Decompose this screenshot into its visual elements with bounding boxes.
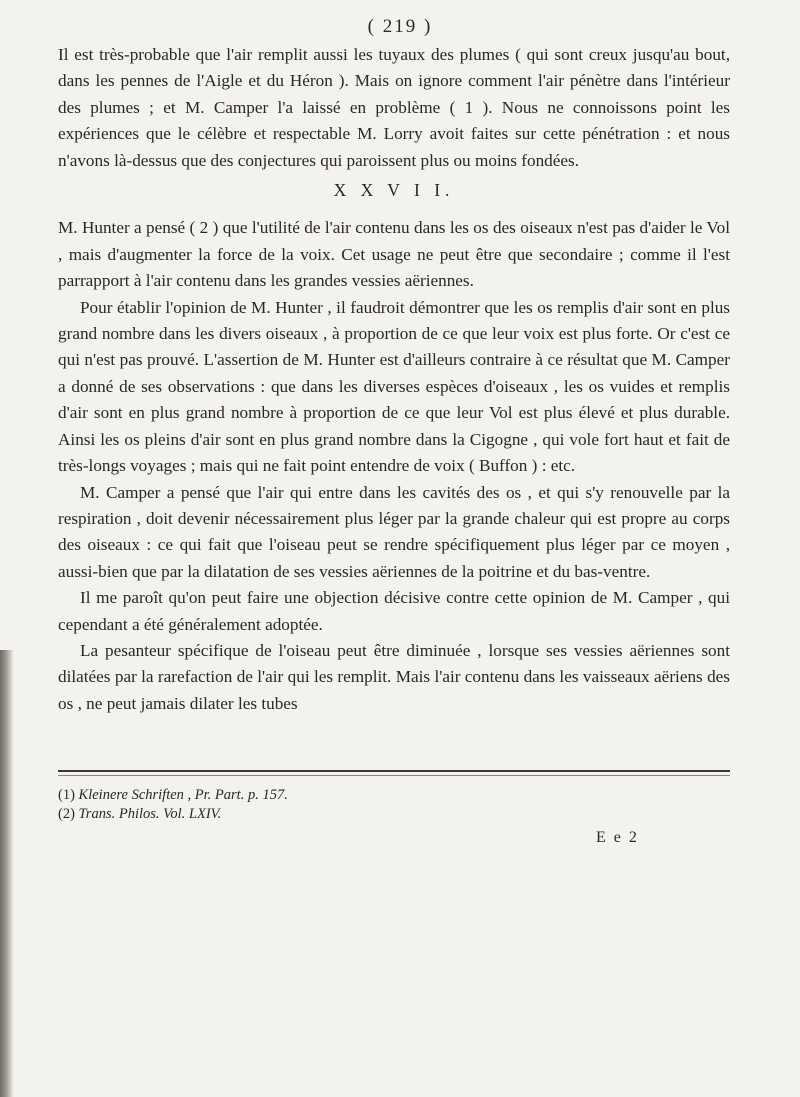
paragraph-2: M. Hunter a pensé ( 2 ) que l'utilité de l'air contenu dans les os des oiseaux n'est pas d'aider le Vol , mais d'augmenter la force de la voix. Cet usage ne peut être que secondaire ; comme il l'est parrapport à l'air contenu dans les grandes vessies aëriennes. <box>58 218 730 291</box>
main-text <box>58 42 730 717</box>
footnote-text: Trans. Philos. Vol. LXIV. <box>78 806 222 822</box>
footnotes <box>58 786 730 824</box>
paragraph-6: La pesanteur spécifique de l'oiseau peut être diminuée , lorsque ses vessies aëriennes sont dilatées par la rarefaction de l'air qui les remplit. Mais l'air contenu dans les vaisseaux aëriens des os , ne peut jamais dilater les tubes <box>58 640 730 713</box>
signature-mark: E e 2 <box>596 829 639 846</box>
section-heading: X X V I I. <box>333 180 455 201</box>
footnote-rule <box>58 770 730 776</box>
footnote-1 <box>58 786 730 805</box>
footnote-marker: (2) <box>58 806 75 822</box>
paragraph-3: Pour établir l'opinion de M. Hunter , il faudroit démontrer que les os remplis d'air sont en plus grand nombre dans les divers oiseaux , à proportion de ce que leur voix est plus forte. Or c'est ce qui n'est pas prouvé. L'assertion de M. Hunter est d'ailleurs contraire à ce résultat que M. Camper a donné de ses observations : que dans les diverses espèces d'oiseaux , les os vuides et remplis d'air sont en plus grand nombre à proportion de ce que leur Vol est plus élevé et plus durable. Ainsi les os pleins d'air sont en plus grand nombre dans la Cigogne , qui vole fort haut et fait de très-longs voyages ; mais qui ne fait point entendre de voix ( Buffon ) : etc. <box>58 297 730 476</box>
binding-edge-shadow <box>0 650 14 1097</box>
footnote-marker: (1) <box>58 787 75 803</box>
paragraph-1: Il est très-probable que l'air remplit aussi les tuyaux des plumes ( qui sont creux jusqu'au bout, dans les pennes de l'Aigle et du Héron ). Mais on ignore comment l'air pénètre dans l'intérieur des plumes ; et M. Camper l'a laissé en problème ( 1 ). Nous ne connoissons point les expériences que le célèbre et respectable M. Lorry avoit faites sur cette pénétration : et nous n'avons là-dessus que des conjectures qui paroissent plus ou moins fondées. <box>58 45 730 170</box>
page-number: ( 219 ) <box>367 16 433 37</box>
footnote-2 <box>58 805 730 824</box>
footnote-text: Kleinere Schriften , Pr. Part. p. 157. <box>78 787 288 803</box>
paragraph-4: M. Camper a pensé que l'air qui entre dans les cavités des os , et qui s'y renouvelle par la respiration , doit devenir nécessairement plus léger par la grande chaleur qui est propre au corps des oiseaux : ce qui fait que l'oiseau peut se rendre spécifiquement plus léger par ce moyen , aussi-bien que par la dilatation de ses vessies aëriennes de la poitrine et du bas-ventre. <box>58 482 730 581</box>
paragraph-5: Il me paroît qu'on peut faire une objection décisive contre cette opinion de M. Camper , qui cependant a été généralement adoptée. <box>58 588 730 634</box>
